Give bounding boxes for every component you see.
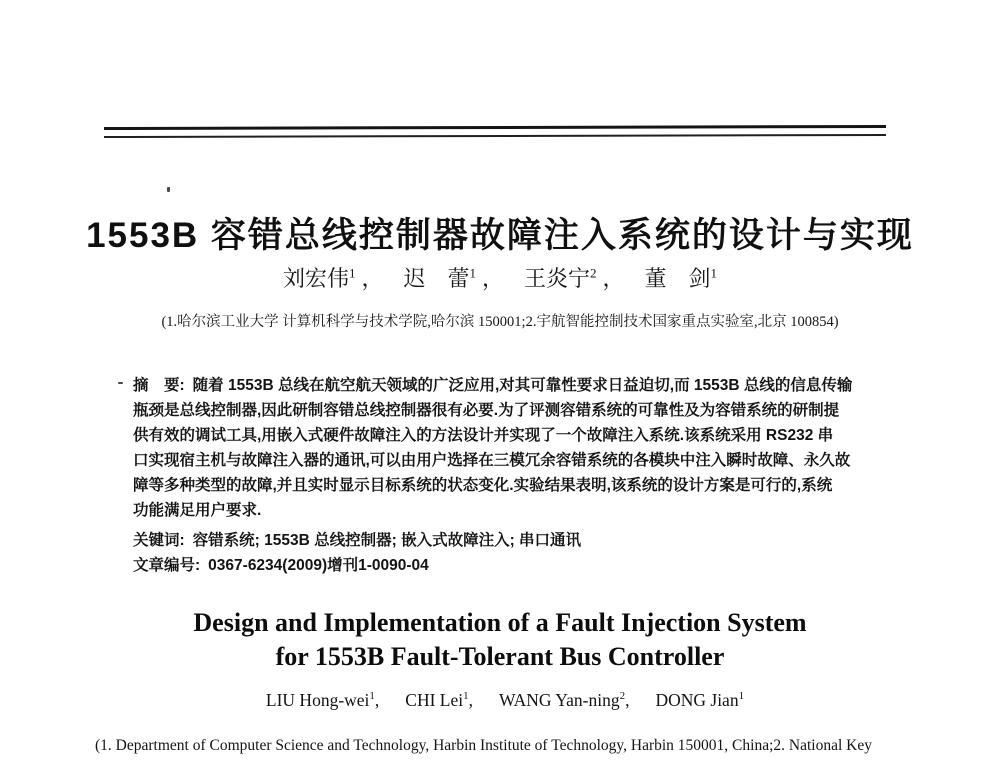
author-separator: ， <box>602 266 625 291</box>
author-separator: ， <box>481 266 504 291</box>
abstract-line: 供有效的调试工具,用嵌入式硬件故障注入的方法设计并实现了一个故障注入系统.该系统采用 RS232 串 <box>133 427 834 444</box>
paper-title-english <box>0 606 1000 674</box>
author-separator: , <box>468 690 474 710</box>
paper-title-chinese: 1553B 容错总线控制器故障注入系统的设计与实现 <box>86 216 914 256</box>
keywords-text: 容错系统; 1553B 总线控制器; 嵌入式故障注入; 串口通讯 <box>192 532 582 549</box>
author-affiliation-mark: 1 <box>369 690 375 703</box>
keywords-label: 关键词: <box>133 532 185 549</box>
author-line-english <box>0 690 1000 711</box>
author-affiliation-mark: 1 <box>738 690 745 703</box>
english-title-line2: for 1553B Fault-Tolerant Bus Controller <box>275 642 725 671</box>
english-title-line1: Design and Implementation of a Fault Injection System <box>193 608 807 637</box>
affiliation-english: (1. Department of Computer Science and Technology, Harbin Institute of Technology, Harbin 150001, China;2. National Key <box>95 737 872 754</box>
author-name: 刘宏伟$^1$ <box>282 265 356 291</box>
abstract-line <box>133 373 885 398</box>
scan-speck <box>118 382 123 384</box>
author-name: CHI Lei$^1$ <box>405 690 469 710</box>
article-number-label: 文章编号: <box>133 557 201 574</box>
author-name: 王炎宁$^2$ <box>524 265 597 291</box>
author-affiliation-mark: 1 <box>463 690 469 703</box>
author-affiliation-mark: 1 <box>710 265 718 281</box>
abstract-line: 障等多种类型的故障,并且实时显示目标系统的状态变化.实验结果表明,该系统的设计方案是可行的,系统 <box>133 477 833 494</box>
author-separator: , <box>625 690 630 710</box>
author-name: 迟 蕾$^1$ <box>403 265 476 291</box>
scan-speck <box>167 187 170 192</box>
abstract-line: 口实现宿主机与故障注入器的通讯,可以由用户选择在三模冗余容错系统的各模块中注入瞬时故障、永久故 <box>133 452 851 469</box>
author-affiliation-mark: 2 <box>619 690 626 703</box>
author-separator: ， <box>361 266 384 291</box>
keywords-line <box>133 528 885 553</box>
author-name: LIU Hong-wei$^1$ <box>265 690 375 710</box>
abstract-text: 随着 1553B 总线在航空航天领域的广泛应用,对其可靠性要求日益迫切,而 1553B 总线的信息传输 <box>192 377 853 394</box>
author-name: 董 剑$^1$ <box>644 265 718 291</box>
abstract-block <box>133 373 885 523</box>
article-number-line <box>133 553 885 578</box>
author-name: WANG Yan-ning$^2$ <box>499 690 626 710</box>
author-affiliation-mark: 1 <box>469 265 476 281</box>
author-line-chinese <box>0 262 1000 293</box>
header-rule <box>104 125 886 138</box>
author-affiliation-mark: 2 <box>590 265 597 281</box>
author-separator: , <box>374 690 380 710</box>
author-name: DONG Jian$^1$ <box>655 690 745 710</box>
abstract-line: 功能满足用户要求. <box>133 502 262 519</box>
author-affiliation-mark: 1 <box>348 265 356 281</box>
abstract-line: 瓶颈是总线控制器,因此研制容错总线控制器很有必要.为了评测容错系统的可靠性及为容错系统的研制提 <box>133 402 840 419</box>
abstract-label: 摘 要: <box>133 377 185 394</box>
affiliation-chinese: (1.哈尔滨工业大学 计算机科学与技术学院,哈尔滨 150001;2.宇航智能控制技术国家重点实验室,北京 100854) <box>161 314 839 330</box>
article-number-text: 0367-6234(2009)增刊1-0090-04 <box>208 557 429 574</box>
